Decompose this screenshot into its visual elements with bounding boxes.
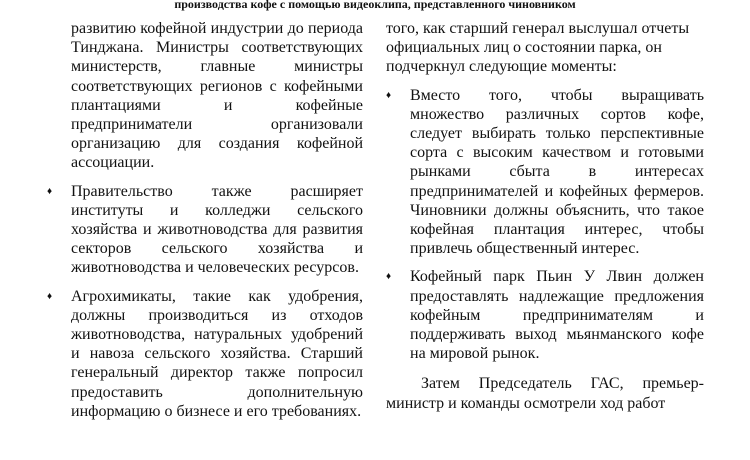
- diamond-bullet-icon: ♦: [47, 290, 53, 302]
- bullet-text: Кофейный парк Пьин У Лвин должен предоставлять надлежащие предложения кофейным предпринимателям и поддерживать выход мьянманского кофе на мировой рынок.: [410, 268, 704, 363]
- photo-caption: производства кофе с помощью видеоклипа, представленного чиновником: [174, 0, 576, 11]
- bullet-item: [386, 267, 704, 363]
- bullet-text: Правительство также расширяет институты и колледжи сельского хозяйства и животноводства для развития секторов сельского хозяйства и животноводства и человеческих ресурсов.: [71, 182, 363, 277]
- bullet-text: Агрохимикаты, такие как удобрения, должны производиться из отходов животноводства, натуральных удобрений и навоза сельского хозяйства. Старший генеральный директор также попросил предоставить дополнительную информацию о бизнесе и его требованиях.: [71, 287, 363, 420]
- bullet-item: [386, 86, 704, 259]
- intro-paragraph: того, как старший генерал выслушал отчеты официальных лиц о состоянии парка, он подчеркнул следующие моменты:: [386, 20, 690, 76]
- right-column: [386, 19, 704, 413]
- diamond-bullet-icon: ♦: [386, 271, 392, 283]
- closing-paragraph: Затем Председатель ГАС, премьер-министр и команды осмотрели ход работ: [386, 375, 704, 412]
- diamond-bullet-icon: ♦: [47, 185, 53, 197]
- diamond-bullet-icon: ♦: [386, 89, 392, 101]
- left-column: [47, 19, 363, 421]
- continuation-paragraph: развитию кофейной индустрии до периода Тинджана. Министры соответствующих министерств, главные министры соответствующих регионов с кофейными плантациями и кофейные предприниматели организовали организацию для создания кофейной ассоциации.: [71, 20, 363, 172]
- bullet-item: [47, 182, 363, 278]
- bullet-text: Вместо того, чтобы выращивать множество различных сортов кофе, следует выбирать только перспективные сорта с высоким качеством и готовыми рынками сбыта в интересах предпринимателей и кофейных фермеров. Чиновники должны объяснить, что такое кофейная плантация интерес, чтобы привлечь общественный интерес.: [410, 86, 704, 258]
- bullet-item: [47, 287, 363, 421]
